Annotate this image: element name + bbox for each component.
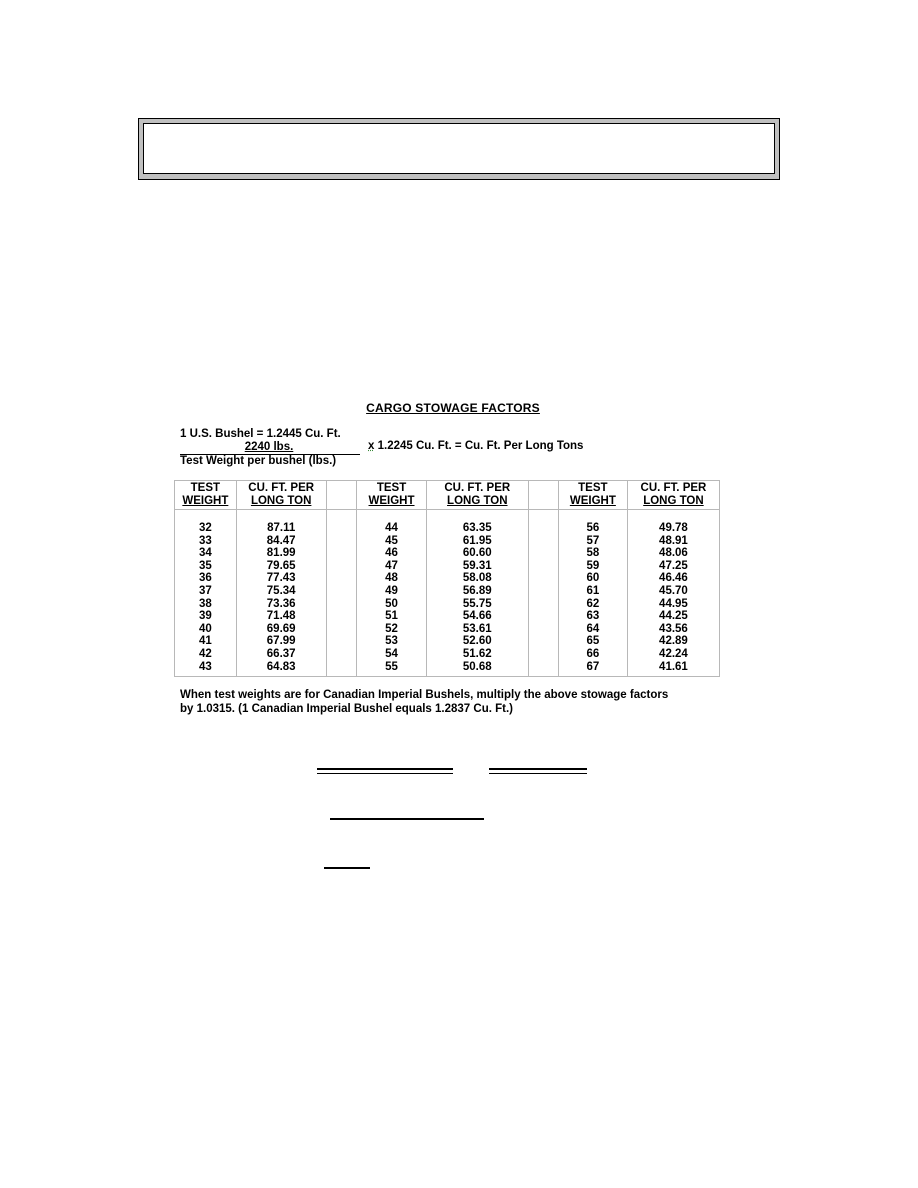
table-cell: 43 xyxy=(198,660,212,673)
table-cell: 48.06 xyxy=(659,547,688,560)
title-box-inner xyxy=(143,123,775,174)
figure-title: CARGO STOWAGE FACTORS xyxy=(366,401,540,415)
column-spacer xyxy=(528,481,558,510)
canadian-bushel-note xyxy=(180,688,668,716)
table-cell: 60 xyxy=(586,572,600,585)
answer-blank-2 xyxy=(489,768,587,774)
header-test-weight: TEST WEIGHT xyxy=(558,481,627,510)
table-cell: 52 xyxy=(385,622,398,635)
multiplier-symbol: x xyxy=(368,440,375,452)
title-box xyxy=(138,118,780,180)
table-cell: 40 xyxy=(198,622,212,635)
table-cell: 43.56 xyxy=(659,622,688,635)
answer-blank-3 xyxy=(330,818,484,820)
table-cell: 41 xyxy=(198,635,212,648)
table-cell: 48.91 xyxy=(659,534,688,547)
table-cell: 87.11 xyxy=(267,522,296,534)
table-cell: 42.24 xyxy=(659,647,688,660)
table-cell: 65 xyxy=(586,635,600,648)
table-data-row xyxy=(175,510,720,677)
table-cell: 47.25 xyxy=(659,559,688,572)
table-cell: 57 xyxy=(586,534,600,547)
table-cell: 81.99 xyxy=(266,547,296,560)
table-cell: 39 xyxy=(198,610,212,623)
header-test-weight: TEST WEIGHT xyxy=(356,481,426,510)
note-line-1: When test weights are for Canadian Imperial Bushels, multiply the above stowage factors xyxy=(180,689,669,701)
table-cell: 61.95 xyxy=(462,534,492,547)
header-cu-ft: CU. FT. PER LONG TON xyxy=(427,481,528,510)
table-cell: 55.75 xyxy=(462,597,492,610)
table-cell: 56.89 xyxy=(462,584,492,597)
table-cell: 42 xyxy=(198,647,212,660)
table-cell: 45 xyxy=(385,534,398,547)
table-cell: 53 xyxy=(385,635,398,648)
table-cell: 37 xyxy=(198,584,212,597)
table-cell: 63.35 xyxy=(462,522,492,534)
answer-blank-1 xyxy=(317,768,453,774)
formula-denominator: Test Weight per bushel (lbs.) xyxy=(180,455,337,467)
table-cell: 60.60 xyxy=(462,547,492,560)
formula-numerator: 2240 lbs. xyxy=(244,441,294,453)
table-cell: 66 xyxy=(586,647,600,660)
table-cell: 50.68 xyxy=(462,660,492,673)
table-cell: 75.34 xyxy=(266,584,296,597)
table-cell: 66.37 xyxy=(266,647,296,660)
table-cell: 56 xyxy=(586,522,600,534)
table-cell: 51.62 xyxy=(462,647,492,660)
formula-bushel-definition: 1 U.S. Bushel = 1.2445 Cu. Ft. xyxy=(180,428,341,440)
table-cell: 64 xyxy=(586,622,600,635)
table-cell: 46 xyxy=(385,547,398,560)
table-cell: 67 xyxy=(586,660,600,673)
table-cell: 69.69 xyxy=(266,622,296,635)
table-cell: 52.60 xyxy=(462,635,492,648)
table-cell: 42.89 xyxy=(659,635,688,648)
table-cell: 33 xyxy=(198,534,212,547)
table-cell: 84.47 xyxy=(266,534,296,547)
table-cell: 35 xyxy=(198,559,212,572)
cu-ft-column-3 xyxy=(627,510,719,677)
table-cell: 36 xyxy=(198,572,212,585)
table-cell: 50 xyxy=(385,597,398,610)
table-cell: 41.61 xyxy=(659,660,688,673)
table-cell: 46.46 xyxy=(659,572,688,585)
table-cell: 77.43 xyxy=(266,572,296,585)
table-header-row xyxy=(175,481,720,510)
table-cell: 38 xyxy=(198,597,212,610)
table-cell: 79.65 xyxy=(266,559,296,572)
table-cell: 59.31 xyxy=(462,559,492,572)
column-spacer xyxy=(326,481,356,510)
table-cell: 54.66 xyxy=(462,610,492,623)
stowage-table xyxy=(174,480,720,677)
table-cell: 62 xyxy=(586,597,600,610)
table-cell: 71.48 xyxy=(266,610,296,623)
cargo-stowage-figure xyxy=(172,394,734,724)
test-weight-column-1 xyxy=(175,510,237,677)
formula-result xyxy=(368,440,583,452)
cu-ft-column-1 xyxy=(236,510,326,677)
test-weight-column-2 xyxy=(356,510,426,677)
answer-blank-4 xyxy=(324,867,370,869)
table-cell: 48 xyxy=(385,572,398,585)
table-cell: 61 xyxy=(586,584,600,597)
header-cu-ft: CU. FT. PER LONG TON xyxy=(627,481,719,510)
table-cell: 73.36 xyxy=(266,597,296,610)
table-cell: 32 xyxy=(198,522,212,534)
table-cell: 34 xyxy=(198,547,212,560)
table-cell: 59 xyxy=(586,559,600,572)
table-cell: 58.08 xyxy=(462,572,492,585)
table-cell: 49 xyxy=(385,584,398,597)
column-spacer xyxy=(528,510,558,677)
table-cell: 58 xyxy=(586,547,600,560)
table-cell: 64.83 xyxy=(266,660,296,673)
formula-tail-text: 1.2245 Cu. Ft. = Cu. Ft. Per Long Tons xyxy=(374,440,584,452)
table-cell: 44 xyxy=(385,522,398,534)
table-cell: 54 xyxy=(385,647,398,660)
table-cell: 51 xyxy=(385,610,398,623)
table-cell: 47 xyxy=(385,559,398,572)
table-cell: 49.78 xyxy=(659,522,688,534)
table-cell: 63 xyxy=(586,610,600,623)
formula-block xyxy=(180,428,360,468)
table-cell: 45.70 xyxy=(659,584,688,597)
note-line-2: by 1.0315. (1 Canadian Imperial Bushel equals 1.2837 Cu. Ft.) xyxy=(180,703,513,715)
table-cell: 44.95 xyxy=(659,597,688,610)
table-cell: 44.25 xyxy=(659,610,688,623)
table-cell: 67.99 xyxy=(266,635,296,648)
column-spacer xyxy=(326,510,356,677)
header-test-weight: TEST WEIGHT xyxy=(175,481,237,510)
table-cell: 53.61 xyxy=(462,622,492,635)
cu-ft-column-2 xyxy=(427,510,528,677)
header-cu-ft: CU. FT. PER LONG TON xyxy=(236,481,326,510)
table-cell: 55 xyxy=(385,660,398,673)
test-weight-column-3 xyxy=(558,510,627,677)
